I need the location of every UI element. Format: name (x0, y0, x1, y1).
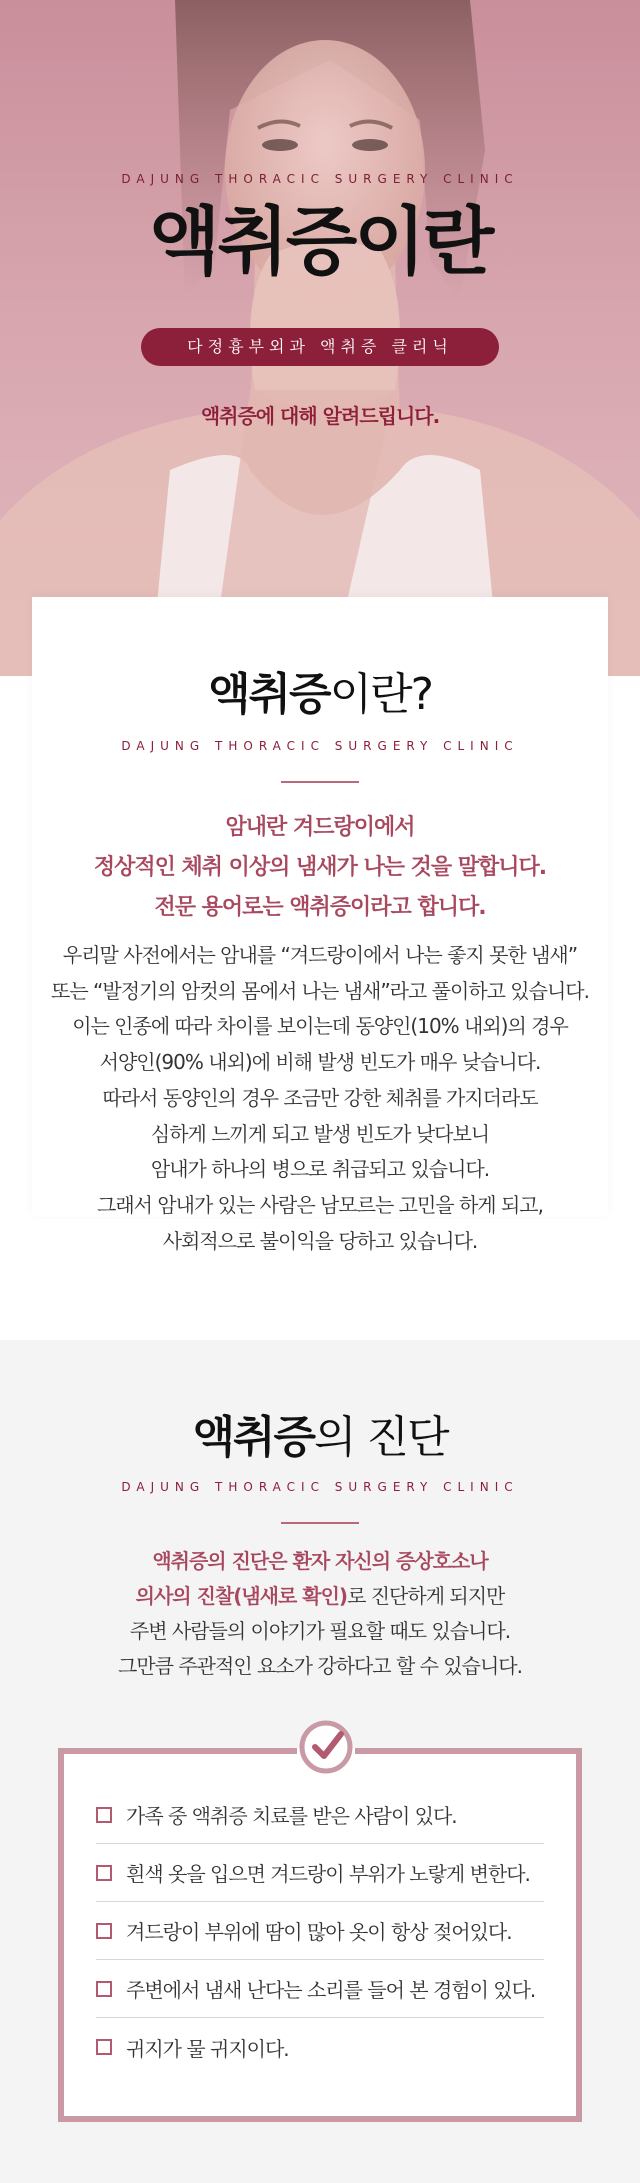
diagnosis-line-4: 그만큼 주관적인 요소가 강하다고 할 수 있습니다. (118, 1654, 522, 1678)
check-item-text: 흰색 옷을 입으면 겨드랑이 부위가 노랗게 변한다. (126, 1862, 530, 1886)
definition-lead-line: 정상적인 체취 이상의 냄새가 나는 것을 말합니다. (93, 855, 547, 880)
diagnosis-clinic-name-en: DAJUNG THORACIC SURGERY CLINIC (121, 1480, 519, 1494)
definition-divider (281, 781, 359, 783)
definition-body-line: 우리말 사전에서는 암내를 “겨드랑이에서 나는 좋지 못한 냄새” (62, 943, 578, 967)
check-item (96, 1844, 544, 1902)
definition-body-line: 서양인(90% 내외)에 비해 발생 빈도가 매우 낮습니다. (99, 1050, 541, 1075)
hero-subtitle: 액취증에 대해 알려드립니다. (200, 404, 440, 428)
diagnosis-line-3: 주변 사람들의 이야기가 필요할 때도 있습니다. (129, 1619, 511, 1643)
definition-body (32, 938, 608, 1259)
definition-body-line: 심하게 느끼게 되고 발생 빈도가 낮다보니 (150, 1121, 490, 1146)
check-circle-icon (297, 1718, 355, 1776)
diagnosis-title (0, 1340, 640, 1463)
definition-lead-line: 암내란 겨드랑이에서 (225, 815, 415, 840)
definition-title-bold: 액취증 (208, 669, 330, 720)
check-item-text: 귀지가 물 귀지이다. (126, 2036, 289, 2061)
definition-body-line: 이는 인종에 따라 차이를 보이는데 동양인(10% 내외)의 경우 (72, 1014, 568, 1039)
diagnosis-title-rest: 의 진단 (314, 1412, 448, 1463)
diagnosis-divider (281, 1522, 359, 1524)
hero-title: 액취증이란 (148, 199, 492, 285)
self-check-box (58, 1748, 582, 2122)
checkbox-icon (96, 1923, 112, 1939)
checkbox-icon (96, 2039, 112, 2055)
diagnosis-line-2-rest: 로 진단하게 되지만 (347, 1584, 505, 1608)
diagnosis-line-2 (0, 1579, 640, 1614)
definition-body-line: 따라서 동양인의 경우 조금만 강한 체취를 가지더라도 (102, 1085, 538, 1110)
definition-body-line: 그래서 암내가 있는 사람은 남모르는 고민을 하게 되고, (97, 1192, 543, 1217)
definition-title (32, 669, 608, 720)
diagnosis-section (0, 1340, 640, 2183)
diagnosis-title-bold: 액취증 (192, 1412, 314, 1463)
definition-body-line: 암내가 하나의 병으로 취급되고 있습니다. (150, 1157, 490, 1182)
diagnosis-line-2-highlight: 의사의 진찰(냄새로 확인) (135, 1584, 348, 1608)
hero-clinic-pill: 다정흉부외과 액취증 클리닉 (141, 328, 499, 366)
hero-banner (0, 0, 640, 676)
check-item-text: 주변에서 냄새 난다는 소리를 들어 본 경험이 있다. (126, 1978, 536, 2002)
definition-lead (32, 808, 608, 928)
checkbox-icon (96, 1865, 112, 1881)
definition-clinic-name-en: DAJUNG THORACIC SURGERY CLINIC (121, 739, 519, 753)
check-item (96, 1786, 544, 1844)
diagnosis-line-1: 액취증의 진단은 환자 자신의 증상호소나 (152, 1549, 488, 1573)
check-item (96, 2018, 544, 2076)
hero-clinic-name-en: DAJUNG THORACIC SURGERY CLINIC (121, 172, 519, 186)
diagnosis-intro (0, 1544, 640, 1684)
definition-lead-line: 전문 용어로는 액취증이라고 합니다. (154, 895, 486, 920)
definition-body-line: 사회적으로 불이익을 당하고 있습니다. (162, 1228, 478, 1253)
definition-card (32, 597, 608, 1253)
checkbox-icon (96, 1807, 112, 1823)
check-item (96, 1902, 544, 1960)
check-item-text: 가족 중 액취증 치료를 받은 사람이 있다. (126, 1804, 457, 1828)
definition-title-rest: 이란? (329, 669, 432, 720)
check-item (96, 1960, 544, 2018)
definition-body-line: 또는 “발정기의 암컷의 몸에서 나는 냄새”라고 풀이하고 있습니다. (51, 978, 589, 1003)
checkbox-icon (96, 1981, 112, 1997)
self-check-list (96, 1786, 544, 2076)
check-item-text: 겨드랑이 부위에 땀이 많아 옷이 항상 젖어있다. (126, 1920, 512, 1944)
